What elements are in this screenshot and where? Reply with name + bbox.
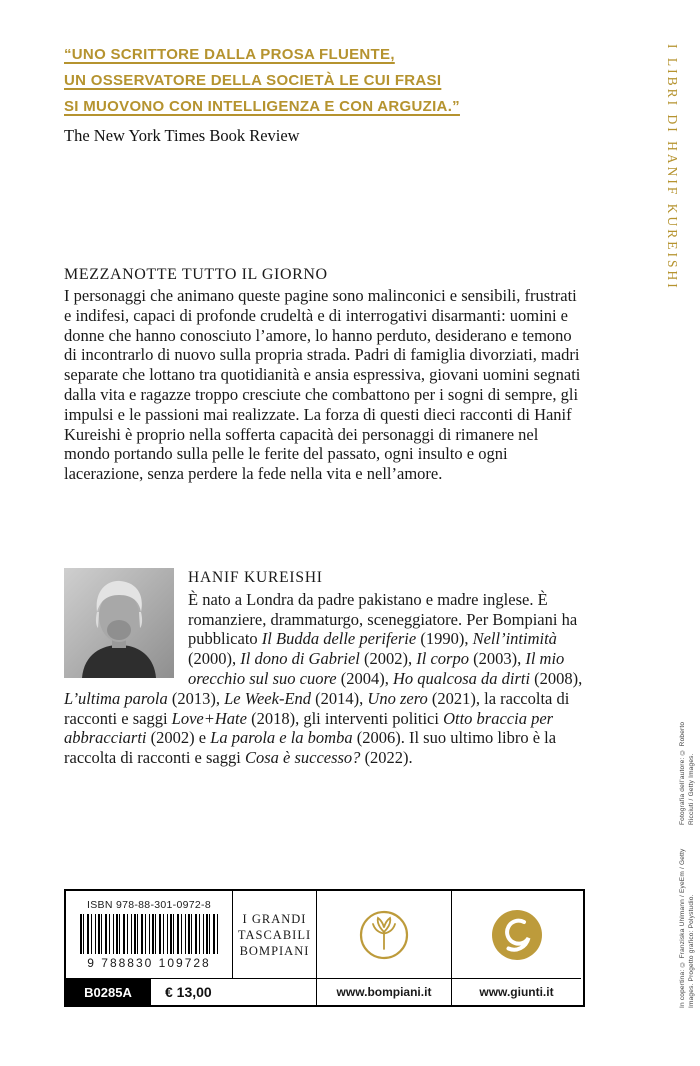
author-section: [64, 568, 587, 768]
bompiani-logo-icon: [358, 909, 410, 961]
isbn-label: ISBN 978-88-301-0972-8: [87, 899, 211, 911]
isbn-digits: 9 788830 109728: [87, 956, 211, 970]
synopsis-section: [64, 266, 587, 484]
price: € 13,00: [151, 979, 317, 1005]
quote-line-2: UN OSSERVATORE DELLA SOCIETÀ LE CUI FRASI: [64, 72, 442, 89]
bompiani-logo-cell: [317, 891, 452, 979]
imprint-line-3: BOMPIANI: [239, 943, 310, 958]
review-quote: [64, 42, 544, 146]
giunti-logo-cell: [452, 891, 581, 979]
credit-line-1: Fotografia dell’autore: © Roberto Ricciuti / Getty Images.: [679, 721, 695, 825]
author-portrait-illustration: [64, 568, 174, 678]
quote-attribution: The New York Times Book Review: [64, 126, 300, 145]
footer-publisher-box: [64, 889, 585, 1007]
author-photo: [64, 568, 174, 678]
bompiani-url: www.bompiani.it: [317, 979, 452, 1005]
photo-credits: [678, 708, 696, 1008]
edition-code: B0285A: [66, 979, 151, 1005]
giunti-url: www.giunti.it: [479, 985, 554, 999]
series-spine-text: I LIBRI DI HANIF KUREISHI: [665, 44, 680, 291]
quote-line-3: SI MUOVONO CON INTELLIGENZA E CON ARGUZIA.”: [64, 98, 460, 115]
synopsis-text: I personaggi che animano queste pagine sono malinconici e sensibili, frustrati e indifesi, capaci di profonde crudeltà e di interrogativi disarmanti: uomini e donne che hanno conosciuto l’amore, lo hanno perduto, desiderano e temono di incontrarlo di nuovo sulla propria strada. Padri di famiglia divorziati, madri separate che lottano tra quotidianità e ansia espressiva, giovani uomini segnati dalla vita e ragazze troppo cresciute che combattono per i sogni di sempre, gli impulsi e le passioni mai realizzate. La forza di questi dieci racconti di Hanif Kureishi è proprio nella sofferta capacità dei personaggi di rimanere nel mondo portando sulla pelle le ferite del passato, ogni insulto e ogni lacerazione, senza perdere la fede nella vita e nell’amore.: [64, 286, 581, 484]
imprint-line-2: TASCABILI: [237, 927, 312, 942]
imprint-line-1: I GRANDI: [242, 911, 307, 926]
author-bio: È nato a Londra da padre pakistano e madre inglese. È romanziere, drammaturgo, sceneggiatore. Per Bompiani ha pubblicato Il Budda delle periferie (1990), Nell’intimità (2000), Il dono di Gabriel (2002), Il corpo (2003), Il mio orecchio sul suo cuore (2004), Ho qualcosa da dirti (2008), L’ultima parola (2013), Le Week-End (2014), Uno zero (2021), la raccolta di racconti e saggi Love+Hate (2018), gli interventi politici Otto braccia per abbracciarti (2002) e La parola e la bomba (2006). Il suo ultimo libro è la raccolta di racconti e saggi Cosa è successo? (2022).: [64, 589, 587, 768]
book-title: MEZZANOTTE TUTTO IL GIORNO: [64, 266, 328, 283]
barcode-block: [66, 891, 233, 979]
barcode: [80, 914, 218, 954]
imprint-block: [233, 891, 317, 979]
author-name: HANIF KUREISHI: [188, 569, 323, 586]
quote-line-1: “UNO SCRITTORE DALLA PROSA FLUENTE,: [64, 46, 395, 63]
giunti-logo-icon: [491, 909, 543, 961]
credit-line-2: In copertina: © Franziska Uhlmann / EyeEm / Getty Images. Progetto grafico: Polystudio.: [679, 848, 695, 1008]
